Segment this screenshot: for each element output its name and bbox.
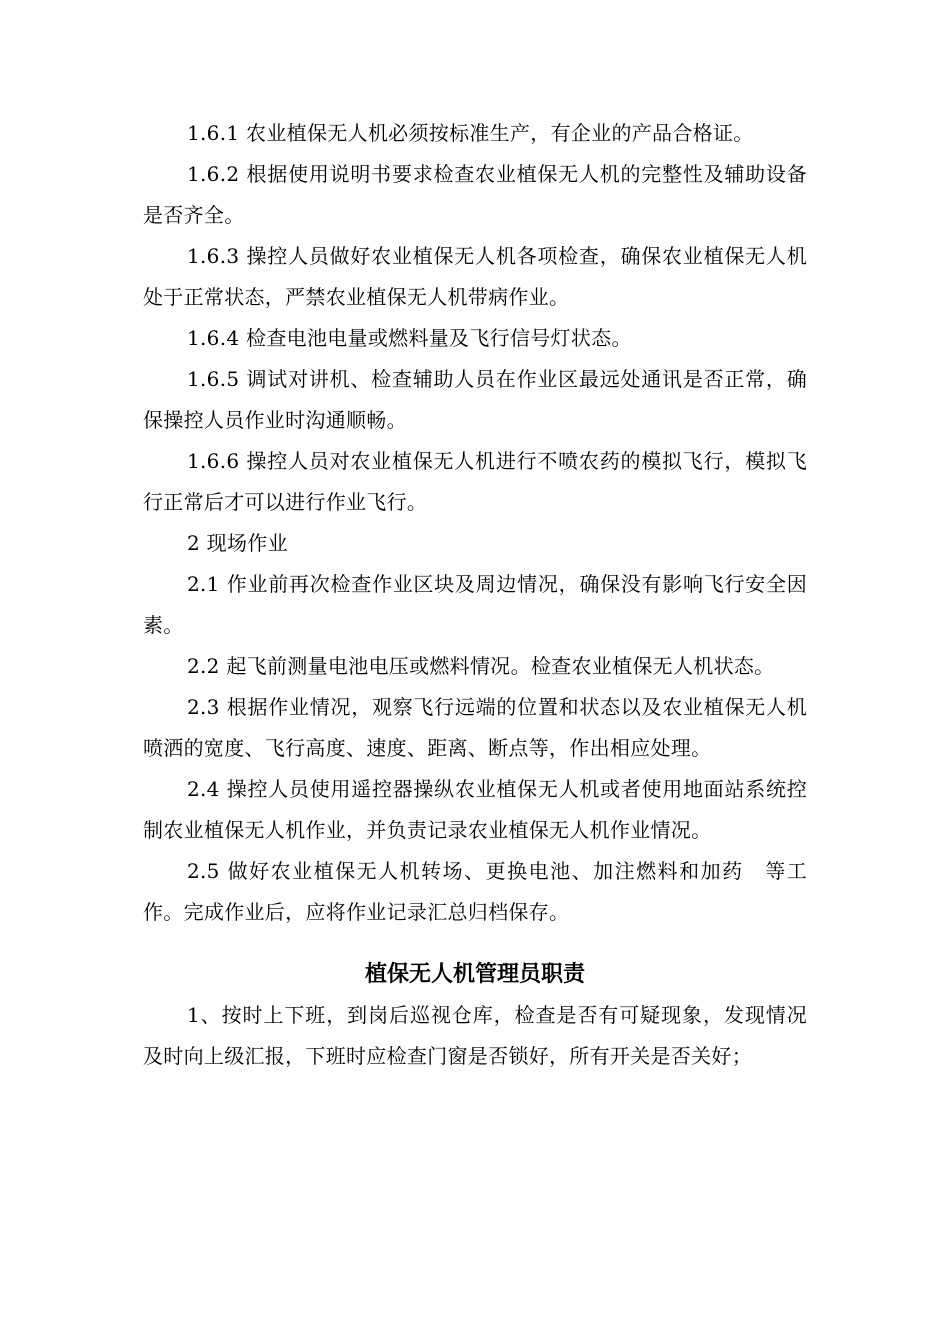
paragraph-2-5: 2.5 做好农业植保无人机转场、更换电池、加注燃料和加药 等工作。完成作业后，应将作业记录汇总归档保存。 (143, 859, 807, 924)
paragraph-2-1: 2.1 作业前再次检查作业区块及周边情况，确保没有影响飞行安全因素。 (143, 572, 807, 637)
duty-item-1: 1、按时上下班，到岗后巡视仓库，检查是否有可疑现象，发现情况及时向上级汇报，下班时应检查门窗是否锁好，所有开关是否关好； (143, 1003, 807, 1068)
paragraph-1-6-2: 1.6.2 根据使用说明书要求检查农业植保无人机的完整性及辅助设备是否齐全。 (143, 162, 807, 227)
paragraph-1-6-5: 1.6.5 调试对讲机、检查辅助人员在作业区最远处通讯是否正常，确保操控人员作业时沟通顺畅。 (143, 367, 807, 432)
paragraph-1-6-6: 1.6.6 操控人员对农业植保无人机进行不喷农药的模拟飞行，模拟飞行正常后才可以进行作业飞行。 (143, 449, 807, 514)
paragraph-1-6-4: 1.6.4 检查电池电量或燃料量及飞行信号灯状态。 (187, 326, 632, 350)
document-body (143, 113, 807, 1077)
paragraph-1-6-1: 1.6.1 农业植保无人机必须按标准生产，有企业的产品合格证。 (187, 121, 754, 145)
paragraph-2-4: 2.4 操控人员使用遥控器操纵农业植保无人机或者使用地面站系统控制农业植保无人机作业，并负责记录农业植保无人机作业情况。 (143, 777, 807, 842)
paragraph-2-2: 2.2 起飞前测量电池电压或燃料情况。检查农业植保无人机状态。 (187, 654, 775, 678)
paragraph-2-3: 2.3 根据作业情况，观察飞行远端的位置和状态以及农业植保无人机喷洒的宽度、飞行高度、速度、距离、断点等，作出相应处理。 (143, 695, 807, 760)
section-title: 植保无人机管理员职责 (364, 962, 585, 987)
paragraph-1-6-3: 1.6.3 操控人员做好农业植保无人机各项检查，确保农业植保无人机处于正常状态，严禁农业植保无人机带病作业。 (143, 244, 807, 309)
section-heading-2: 2 现场作业 (187, 531, 288, 555)
